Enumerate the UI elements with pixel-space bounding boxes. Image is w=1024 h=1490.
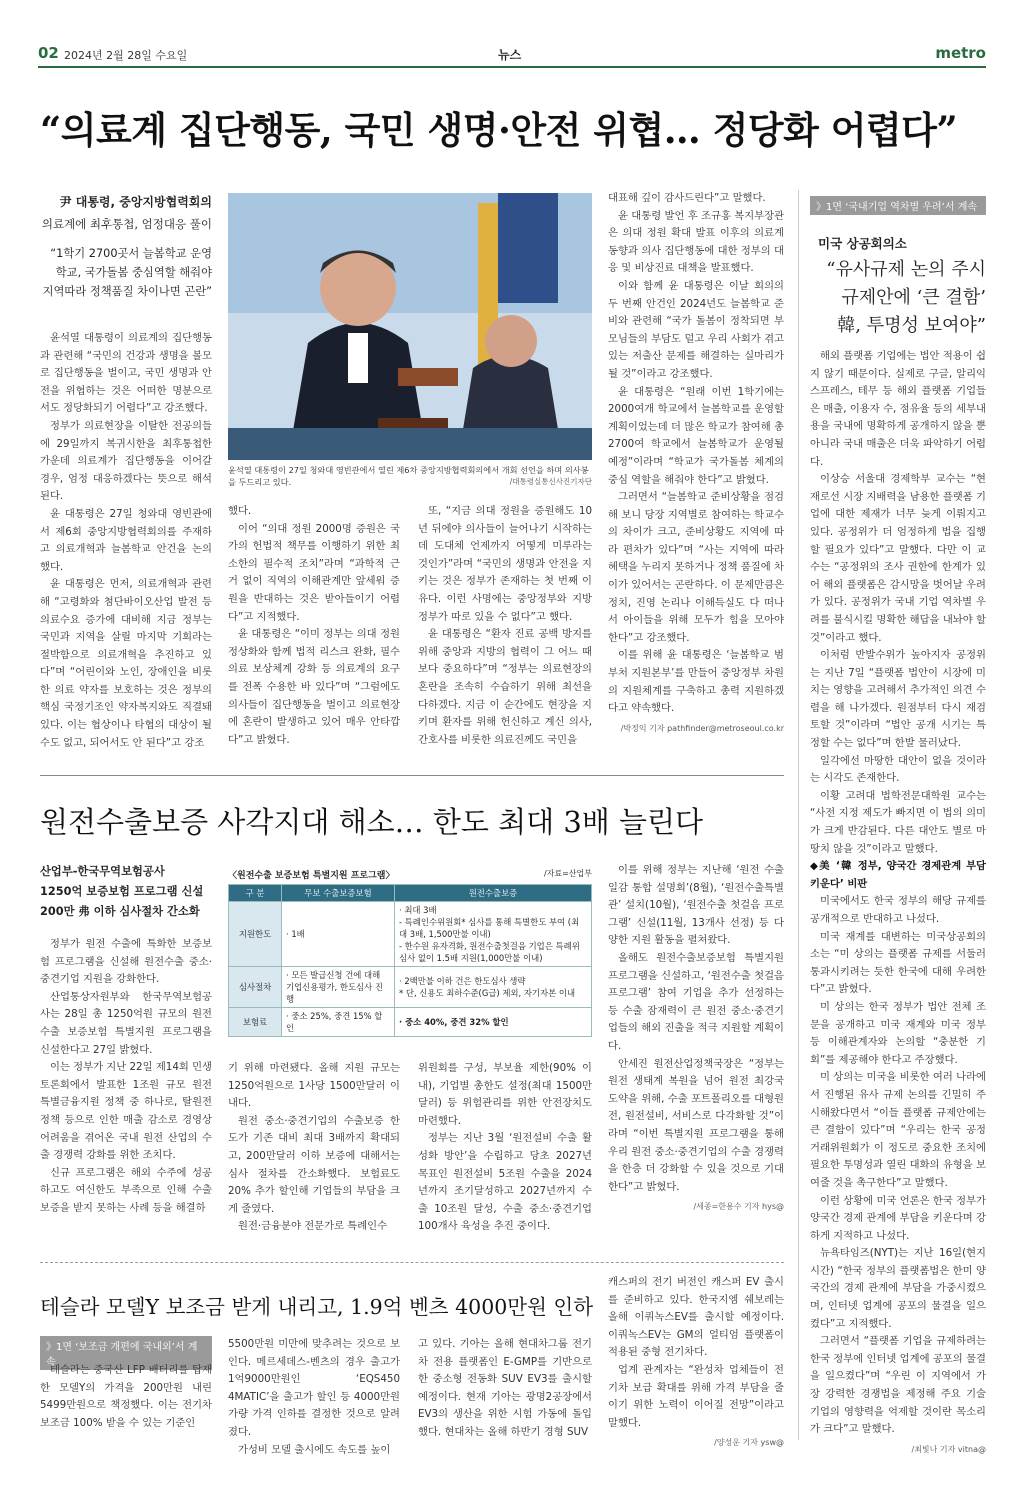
page-number: 02 (38, 44, 59, 62)
table-source: /자료=산업부 (543, 869, 592, 878)
article1-byline: /박정익 기자 pathfinder@metroseoul.co.kr (620, 723, 784, 733)
header-rule (38, 66, 986, 68)
article2-col4: 이를 위해 정부는 지난해 ‘원전 수출 일감 통합 설명회’(8월), ‘원전수출특별관’ 설치(10월), ‘원전수출 첫걸음 프로그램’ 신설(11월, 13개사 선정) 등 다양한 지원 활동을 펼쳐왔다. 올해도 원전수출보증보험 특별지원 프로그램을 신설하고, ‘원전수출 첫걸음 프로그램’ 참여 기업을 추가 선정하는 등 수출 잠재력이 큰 원전 중소·중견기업들의 해외 진출을 적극 지원할 계획이다. 안세진 원전산업정책국장은 “정부는 원전 생태계 복원을 넘어 원전 최강국 도약을 위해, 수출 포트폴리오를 대형원전, 원전설비, 서비스로 다각화할 것”이라며 “이번 특별지원 프로그램을 통해 우리 원전 중소·중견기업의 수출 경쟁력을 한층 더 강화할 수 있을 것으로 기대한다”고 밝혔다. /세종=한용수 기자 hys@ (608, 862, 784, 1216)
article2-col3: 위원회를 구성, 부보율 제한(90% 이내), 기업별 총한도 설정(최대 1500만달러) 등 위험관리를 위한 안전장치도 마련했다. 정부는 지난 3월 ‘원전설비 수출 활성화 방안’을 수립하고 당초 2027년 목표인 원전설비 5조원 수출을 2024년까지 조기달성하고 2027년까지 수출 10조원 달성, 수출 중소·중견기업 100개사 육성을 추진 중이다. (418, 1062, 592, 1233)
main-headline: “의료계 집단행동, 국민 생명·안전 위협… 정당화 어렵다” (40, 108, 958, 152)
article3-col2: 5500만원 미만에 맞추려는 것으로 보인다. 메르세데스-벤츠의 경우 출고가 1억9000만원인 ‘EQS450 4MATIC’을 출고가 할인 등 4000만원 가량 가격 인하를 결정한 것으로 알려졌다. 가성비 모델 출시에도 속도를 높이 (228, 1338, 400, 1456)
table-row: 심사절차 · 모든 발급신청 건에 대해 기업신용평가, 한도심사 진행 · 2백만불 이하 건은 한도심사 생략 * 단, 신용도 최하수준(G급) 제외, 자기자본 이내 (229, 967, 592, 1008)
article2-col1: 정부가 원전 수출에 특화한 보증보험 프로그램을 신설해 원전수출 중소·중견기업 지원을 강화한다. 산업통상자원부와 한국무역보험공사는 28일 총 1250억원 규모의 원전수출 보증보험 특별지원 프로그램을 신설한다고 27일 밝혔다. 이는 정부가 지난 22일 제14회 민생토론회에서 발표한 1조원 규모 원전 특별금융지원 정책 중 하나로, 탈원전 정책 등으로 인한 매출 감소로 경영상 어려움을 겪어온 국내 원전 산업의 수출 경쟁력 강화를 위한 조치다. 신규 프로그램은 해외 수주에 성공하고도 여신한도 부족으로 인해 수출보증을 받지 못하는 사례 등을 해결하 (40, 938, 212, 1214)
article3-byline: /양성운 기자 ysw@ (714, 1438, 784, 1448)
kicker-line-1: 尹 대통령, 중앙지방협력회의 (59, 195, 212, 209)
article1-subhead: “1학기 2700곳서 늘봄학교 운영 학교, 국가돌봄 중심역할 해줘야 지역따라 정책품질 차이나면 곤란” (42, 247, 212, 298)
article3-col4: 캐스퍼의 전기 버전인 캐스퍼 EV 출시를 준비하고 있다. 한국지엠 쉐보레는 올해 이쿼녹스EV를 출시할 예정이다. 이쿼녹스EV는 GM의 얼티엄 플랫폼이 적용된 중형 전기차다. 업계 관계자는 “완성차 업체들이 전기차 보급 확대를 위해 가격 부담을 줄이기 위한 노력이 이어질 전망”이라고 말했다. /양성운 기자 ysw@ (608, 1274, 784, 1452)
sidebar-headline: “유사규제 논의 주시 규제안에 ‘큰 결함’ 韓, 투명성 보여야” (826, 259, 986, 336)
article1-col3: 또, “지금 의대 정원을 증원해도 10년 뒤에야 의사들이 늘어나기 시작하는데 도대체 언제까지 어떻게 미루라는 것인가”라며 “국민의 생명과 안전을 지키는 것은 정부가 존재하는 첫 번째 이유다. 이런 사명에는 중앙정부와 지방정부가 따로 있을 수 없다”고 했다. 윤 대통령은 “환자 진료 공백 방지를 위해 중앙과 지방의 협력이 그 어느 때보다 중요하다”며 “정부는 의료현장의 혼란을 조속히 수습하기 위해 최선을 다하겠다. 지금 이 순간에도 현장을 지키며 환자를 위해 헌신하고 계신 의사, 간호사를 비롯한 의료진께도 국민을 (418, 505, 592, 746)
article-divider-dashed (40, 1262, 784, 1263)
export-table-box (228, 868, 592, 1037)
article-divider (40, 775, 784, 776)
article2-headline: 원전수출보증 사각지대 해소… 한도 최대 3배 늘린다 (40, 805, 704, 839)
table-row: 보험료 · 중소 25%, 중견 15% 할인 · 중소 40%, 중견 32% 할인 (229, 1008, 592, 1037)
article3-col1: 테슬라는 중국산 LFP 배터리를 탑재한 모델Y의 가격을 200만원 내린 5499만원으로 책정했다. 이는 전기차 보조금 100% 받을 수 있는 기준인 (40, 1364, 212, 1429)
sidebar-byline: /최빛나 기자 vitna@ (911, 1444, 986, 1454)
article3-headline: 테슬라 모델Y 보조금 받게 내리고, 1.9억 벤츠 4000만원 인하 (40, 1295, 594, 1319)
article2-kicker: 산업부-한국무역보험공사 1250억 보증보험 프로그램 신설 200만 弗 이하 심사절차 간소화 (40, 865, 204, 918)
export-table: 구 분 무보 수출보증보험 원전수출보증 지원한도 · 1배 · 최대 3배 - 특례인수위원회* 심사를 통해 특별한도 부여 (최대 3배, 1,500만불 이내) - 한수원 유자격화, 원전수출첫걸음 기업은 특례위심사 없이 1.5배 지원(1,000만불 이내) 심사절차 · 모든 발급신청 건에 대해 기업신용평가, 한도심사 진행 · 2백만불 이하 건은 한도심사 생략 * 단, 신용도 최하수준(G급) 제외, 자기자본 이내 보험료 · 중소 25%, 중견 15% 할인 · 중소 40%, 중견 32% 할인 (228, 884, 592, 1037)
article2-byline: /세종=한용수 기자 hys@ (693, 1202, 784, 1212)
page-header (38, 44, 986, 66)
sidebar-subhead: ◆美 ‘韓 정부, 양국간 경제관계 부담 키운다’ 비판 (810, 860, 986, 890)
sidebar-continued-tag: 》1면 ‘국내기업 역차별 우려’서 계속 (810, 196, 986, 215)
article2-col2: 기 위해 마련됐다. 올해 지원 규모는 1250억원으로 1사당 1500만달러 이내다. 원전 중소·중견기업의 수출보증 한도가 기존 대비 최대 3배까지 확대되고, 200만달러 이하 보증에 대해서는 심사 절차를 간소화했다. 보험료도 20% 추가 할인해 기업들의 부담을 크게 줄였다. 원전·금융분야 전문가로 특례인수 (228, 1062, 400, 1233)
brand-logo: metro (935, 44, 986, 62)
issue-date: 2024년 2월 28일 수요일 (64, 49, 188, 62)
table-title: 〈원전수출 보증보험 특별지원 프로그램〉 (228, 871, 395, 881)
sidebar-body: 해외 플랫폼 기업에는 법안 적용이 쉽지 않기 때문이다. 실제로 구글, 알리익스프레스, 테무 등 해외 플랫폼 기업들은 매출, 이용자 수, 점유율 등의 세부내용을 국내에 명확하게 공개하지 않을 뿐 아니라 국내 매출은 더욱 파악하기 어렵다. 이상승 서울대 경제학부 교수는 “현재로선 시장 지배력을 남용한 플랫폼 기업에 대한 제재가 너무 늦게 이뤄지고 있다. 공정위가 더 엄정하게 법을 집행할 필요가 있다”고 말했다. 다만 이 교수는 “공정위의 조사 권한에 한계가 있어 해외 플랫폼은 감시망을 벗어날 우려가 있다. 공정위가 국내 기업 역차별 우려를 불식시킬 명확한 해답을 내놔야 할 것”이라고 했다. 이처럼 반발수위가 높아지자 공정위는 지난 7일 “플랫폼 법안이 시장에 미치는 영향을 고려해서 추가적인 의견 수렴을 해 나가겠다. 원점부터 다시 재검토할 것”이라며 “법안 공개 시기는 특정할 수는 없다”며 한발 물러났다. 일각에선 마땅한 대안이 없을 것이라는 시각도 존재한다. 이황 고려대 법학전문대학원 교수는 “사전 지정 제도가 빠지면 이 법의 의미가 크게 반감된다. 다른 대안도 별로 마땅치 않을 것”이라고 말했다. ◆美 ‘韓 정부, 양국간 경제관계 부담 키운다’ 비판 미국에서도 한국 정부의 해당 규제를 공개적으로 반대하고 나섰다. 미국 재계를 대변하는 미국상공회의소는 “미 상의는 플랫폼 규제를 서둘러 통과시키려는 듯한 한국에 대해 우려한다”고 밝혔다. 미 상의는 한국 정부가 법안 전체 조문을 공개하고 미국 재계와 미국 정부 등 이해관계자와 논의할 “충분한 기회”를 제공해야 한다고 주장했다. 미 상의는 미국을 비롯한 여러 나라에서 진행된 유사 규제 논의를 긴밀히 주시해왔다면서 “이들 플랫폼 규제안에는 큰 결함이 있다”며 “우리는 한국 공정거래위원회가 이 정도로 중요한 조치에 필요한 투명성과 열린 대화의 유형을 보여줄 것을 촉구한다”고 말했다. 이런 상황에 미국 언론은 한국 정부가 양국간 경제 관계에 부담을 키운다며 강하게 지적하고 나섰다. 뉴욕타임즈(NYT)는 지난 16일(현지시간) “한국 정부의 플랫폼법은 한미 양국간의 경제 관계에 부담을 가중시켰으며, 인터넷 업계에 공포의 물결을 일으켰다”고 지적했다. 그러면서 “플랫폼 기업을 규제하려는 한국 정부에 인터넷 업계에 공포의 물결을 일으켰다”며 “우린 이 지역에서 가장 강력한 경쟁법을 제정해 주요 기술 기업의 영향력을 억제할 것이란 목소리가 크다”고 말했다. /최빛나 기자 vitna@ (810, 348, 986, 1458)
article3-col3: 고 있다. 기아는 올해 현대차그룹 전기차 전용 플랫폼인 E-GMP를 기반으로 한 중소형 전동화 SUV EV3를 출시할 예정이다. 현재 기아는 광명2공장에서 EV3의 생산을 위한 시험 가동에 돌입했다. 현대차는 올해 하반기 경형 SUV (418, 1338, 592, 1438)
news-photo (228, 193, 592, 460)
section-label: 뉴스 (498, 48, 522, 62)
sidebar-kicker: 미국 상공회의소 (818, 236, 907, 251)
article1-kicker (40, 193, 212, 232)
photo-credit: /대통령실통신사진기자단 (509, 477, 592, 486)
article1-col2: 했다. 이어 “의대 정원 2000명 증원은 국가의 헌법적 책무를 이행하기 위한 최소한의 필수적 조치”라며 “과학적 근거 없이 직역의 이해관계만 앞세워 증원을 반대하는 것은 받아들이기 어렵다”고 지적했다. 윤 대통령은 “이미 정부는 의대 정원 정상화와 함께 법적 리스크 완화, 필수 의료 보상체계 강화 등 의료계의 요구를 전폭 수용한 바 있다”며 “그럼에도 의사들이 집단행동을 벌이고 의료현장에 혼란이 발생하고 있어 매우 안타깝다”고 밝혔다. (228, 505, 400, 746)
photo-caption: 윤석열 대통령이 27일 청와대 영빈관에서 열린 제6차 중앙지방협력회의에서 개회 선언을 하며 의사봉을 두드리고 있다. /대통령실통신사진기자단 (228, 465, 592, 487)
article1-col4: 대표해 깊이 감사드린다”고 말했다. 윤 대통령 발언 후 조규홍 복지부장관은 의대 정원 확대 발표 이후의 의료계 동향과 의사 집단행동에 대한 정부의 대응 및 비상진료 대책을 발표했다. 이와 함께 윤 대통령은 이날 회의의 두 번째 안건인 2024년도 늘봄학교 준비와 관련해 “국가 돌봄이 정착되면 부모님들의 부담도 덜고 우리 사회가 겪고 있는 저출산 문제를 해결하는 실마리가 될 것”이라고 강조했다. 윤 대통령은 “원래 이번 1학기에는 2000여개 학교에서 늘봄학교를 운영할 계획이었는데 더 많은 학교가 참여해 총 2700여 학교에서 늘봄학교가 운영될 예정”이라며 “학교가 국가돌봄 체계의 중심 역할을 해줘야 한다”고 밝혔다. 그러면서 “늘봄학교 준비상황을 점검해 보니 당장 지역별로 참여하는 학교수의 차이가 크고, 준비상황도 지역에 따라 편차가 있다”며 “사는 지역에 따라 혜택을 누리지 못하거나 정책 품질에 차이가 있어서는 곤란하다. 이 문제만큼은 정치, 진영 논리나 이해득실도 다 떠나서 아이들을 위해 모두가 힘을 모아야 한다”고 강조했다. 이를 위해 윤 대통령은 ‘늘봄학교 범부처 지원본부’를 만들어 중앙정부 차원의 지원체계를 구축하고 총력 지원하겠다고 약속했다. /박정익 기자 pathfinder@metroseoul.co.kr (608, 190, 784, 737)
kicker-line-2: 의료계에 최후통첩, 엄정대응 풀이 (41, 217, 212, 231)
table-row: 지원한도 · 1배 · 최대 3배 - 특례인수위원회* 심사를 통해 특별한도 부여 (최대 3배, 1,500만불 이내) - 한수원 유자격화, 원전수출첫걸음 기업은 특례위심사 없이 1.5배 지원(1,000만불 이내) (229, 902, 592, 967)
sidebar-divider (798, 190, 799, 1440)
article1-col1: 윤석열 대통령이 의료계의 집단행동과 관련해 “국민의 건강과 생명을 볼모로 집단행동을 벌이고, 국민 생명과 안전을 위협하는 것은 어떠한 명분으로서도 정당화되기 어렵다”고 강조했다. 정부가 의료현장을 이탈한 전공의들에 29일까지 복귀시한을 최후통첩한 가운데 의료계가 집단행동을 이어갈 경우, 엄정 대응하겠다는 뜻으로 해석된다. 윤 대통령은 27일 청와대 영빈관에서 제6회 중앙지방협력회의를 주재하고 의료개혁과 늘봄학교 안건을 논의했다. 윤 대통령은 먼저, 의료개혁과 관련해 “고령화와 첨단바이오산업 발전 등 의료수요 증가에 대비해 지금 정부는 국민과 지역을 살릴 마지막 기회라는 절박함으로 의료개혁을 추진하고 있다”며 “어린이와 노인, 장애인을 비롯한 의료 약자를 보호하는 것은 정부의 핵심 국정기조인 약자복지와도 직결돼 있다. 이는 협상이나 타협의 대상이 될 수도 없고, 되어서도 안 된다”고 강조 (40, 332, 212, 749)
article3-continued-tag: 》1면 ‘보조금 개편에 국내외’서 계속 (40, 1336, 212, 1370)
president-gavel-photo (228, 193, 592, 460)
